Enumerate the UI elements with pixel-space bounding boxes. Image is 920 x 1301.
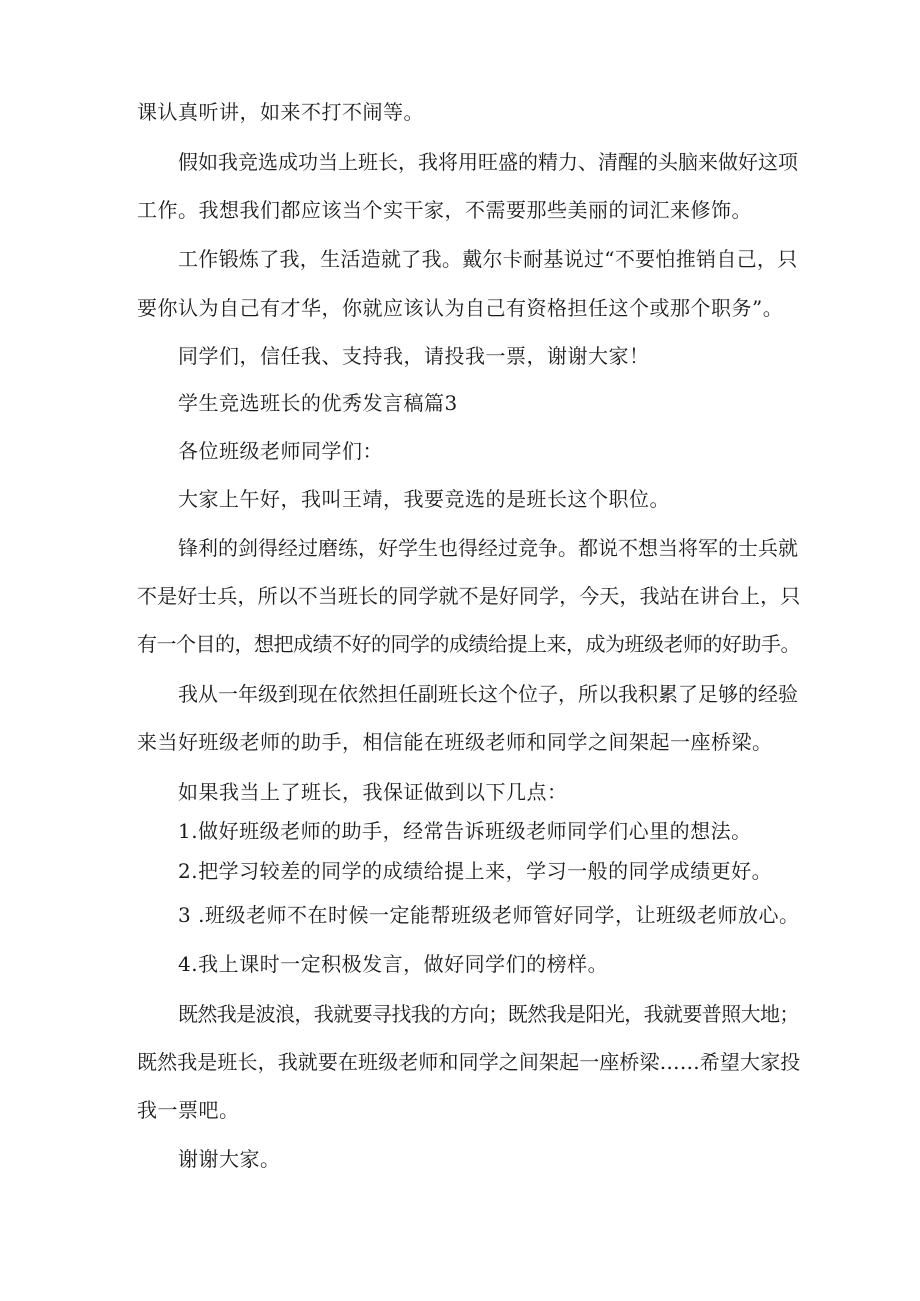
text-line: 大家上午好，我叫王靖，我要竞选的是班长这个职位。 <box>178 487 670 511</box>
text-line: 锋利的剑得经过磨练，好学生也得经过竞争。都说不想当将军的士兵就 <box>178 536 798 560</box>
text-line: 同学们，信任我、支持我，请投我一票，谢谢大家！ <box>178 344 650 368</box>
text-line: 要你认为自己有才华，你就应该认为自己有资格担任这个或那个职务”。 <box>137 296 784 320</box>
text-line: 工作锻炼了我，生活造就了我。戴尔卡耐基说过“不要怕推销自己，只 <box>178 247 798 271</box>
list-item: 2.把学习较差的同学的成绩给提上来，学习一般的同学成绩更好。 <box>178 859 773 883</box>
text-line: 既然我是波浪，我就要寻找我的方向；既然我是阳光，我就要普照大地； <box>178 1002 799 1026</box>
list-item: 3 .班级老师不在时候一定能帮班级老师管好同学，让班级老师放心。 <box>178 903 800 927</box>
section-heading: 学生竞选班长的优秀发言稿篇3 <box>178 391 458 415</box>
text-line: 我从一年级到现在依然担任副班长这个位子，所以我积累了足够的经验 <box>178 682 798 706</box>
text-line: 既然我是班长，我就要在班级老师和同学之间架起一座桥梁……希望大家投 <box>137 1050 801 1074</box>
text-line: 不是好士兵，所以不当班长的同学就不是好同学，今天，我站在讲台上，只 <box>137 584 801 608</box>
text-line: 假如我竞选成功当上班长，我将用旺盛的精力、清醒的头脑来做好这项 <box>178 150 798 174</box>
salutation: 各位班级老师同学们： <box>178 439 383 463</box>
text-line: 我一票吧。 <box>137 1098 240 1122</box>
list-item: 4.我上课时一定积极发言，做好同学们的榜样。 <box>178 952 609 976</box>
text-line: 有一个目的，想把成绩不好的同学的成绩给提上来，成为班级老师的好助手。 <box>137 632 800 656</box>
list-item: 1.做好班级老师的助手，经常告诉班级老师同学们心里的想法。 <box>178 819 752 843</box>
text-line: 工作。我想我们都应该当个实干家，不需要那些美丽的词汇来修饰。 <box>137 198 752 222</box>
text-line: 课认真听讲，如来不打不闹等。 <box>137 100 424 124</box>
text-line: 来当好班级老师的助手，相信能在班级老师和同学之间架起一座桥梁。 <box>137 730 773 754</box>
text-line: 谢谢大家。 <box>178 1147 281 1171</box>
text-line: 如果我当上了班长，我保证做到以下几点： <box>178 780 568 804</box>
